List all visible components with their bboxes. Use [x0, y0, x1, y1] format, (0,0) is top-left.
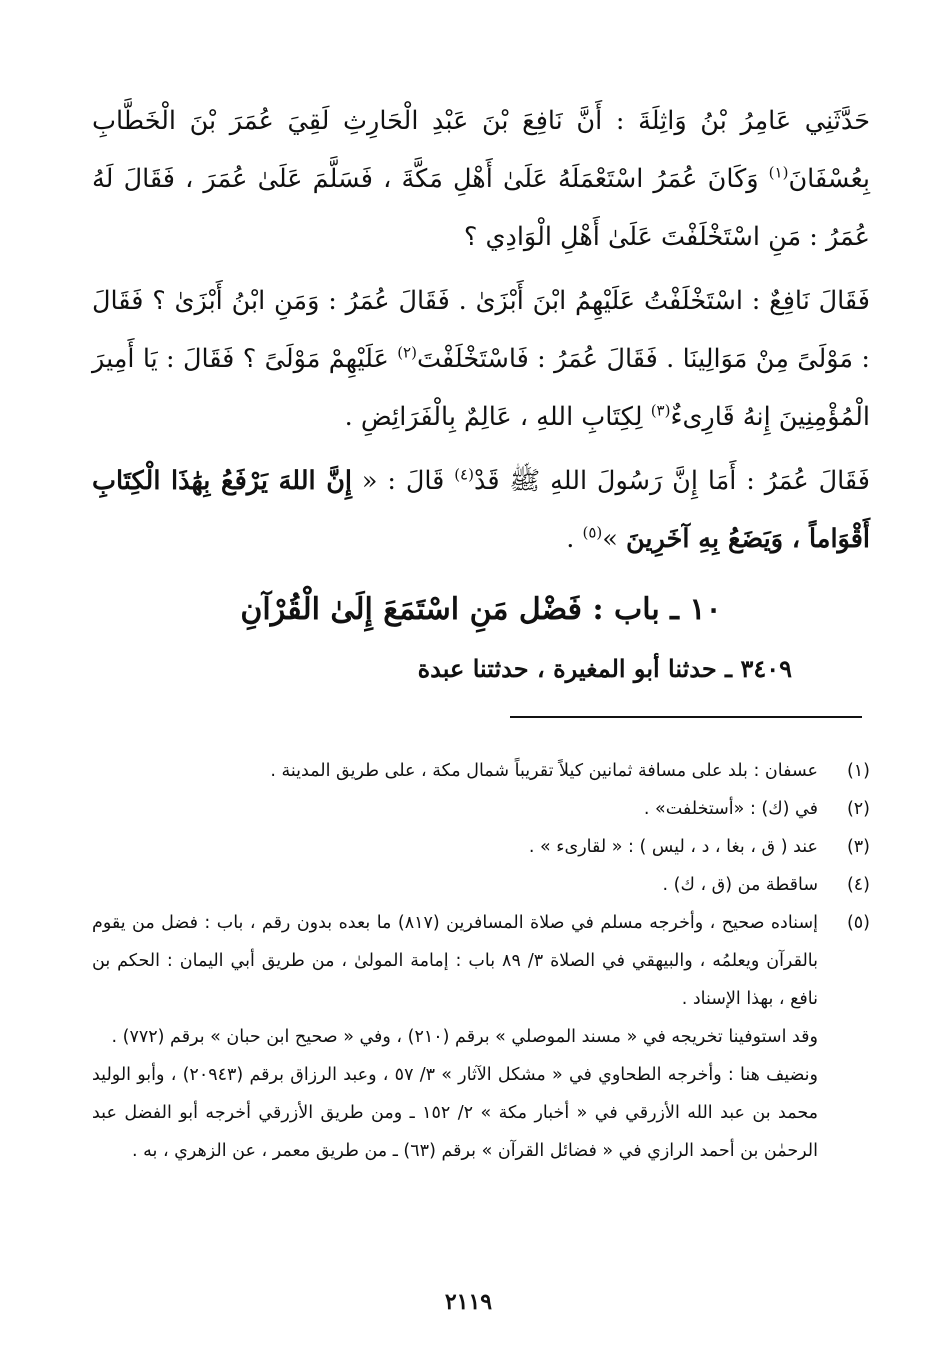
footnote-body — [92, 752, 818, 790]
footnote-text: ونضيف هنا : وأخرجه الطحاوي في « مشكل الآثار » ٣/ ٥٧ ، وعبد الرزاق برقم (٢٠٩٤٣) ، وأبو الوليد محمد بن عبد الله الأزرقي في « أخبار مكة » ٢/ ١٥٢ ـ ومن طريق الأزرقي أخرجه أبو الفضل عبد الرحمٰن بن أحمد الرازي في « فضائل القرآن » برقم (٦٣) ـ من طريق معمر ، عن الزهري ، به . — [92, 1065, 818, 1161]
footnote-number: (٥) — [846, 913, 870, 933]
footnote-reference: (٥) — [582, 523, 603, 542]
footnotes — [92, 752, 870, 1170]
footnote — [92, 828, 870, 866]
footnote-body — [92, 904, 818, 1170]
footnote-reference: (٣) — [650, 401, 671, 420]
footnote-number: (٢) — [846, 799, 870, 819]
footnote-number: (١) — [846, 761, 870, 781]
footnote-body — [92, 790, 818, 828]
text-segment: قَالَ : « — [352, 466, 455, 496]
footnote-body — [92, 866, 818, 904]
footnote-text: عند ( ق ، بغا ، د ، ليس ) : « لقارىء » . — [528, 837, 818, 857]
chapter-title: ١٠ ـ باب : فَضْل مَنِ اسْتَمَعَ إِلَىٰ الْقُرْآنِ — [240, 592, 722, 627]
hadith-opening: ٣٤٠٩ ـ حدثنا أبو المغيرة ، حدثتنا عبدة — [417, 654, 792, 683]
footnote-text: إسناده صحيح ، وأخرجه مسلم في صلاة المسافرين (٨١٧) ما بعده بدون رقم ، باب : فضل من يقوم بالقرآن ويعلمُه ، والبيهقي في الصلاة ٣/ ٨٩ باب : إمامة المولىٰ ، من طريق أبي اليمان : الحكم بن نافع ، بهذا الإسناد . — [92, 913, 818, 1009]
text-segment: فَقَالَ عُمَرُ : أَمَا إِنَّ رَسُولَ اللهِ ﷺ قَدْ — [473, 466, 870, 496]
footnote — [92, 866, 870, 904]
footnote-text: ساقطة من (ق ، ك) . — [662, 875, 818, 895]
hadith-quote: إِنَّ اللهَ يَرْفَعُ بِهَٰذَا الْكِتَابِ أَقْوَاماً ، وَيَضَعُ بِهِ آخَرِينَ — [92, 466, 870, 554]
text-segment: حَدَّثَنِي عَامِرُ بْنُ وَاثِلَةَ : أَنَّ نَافِعَ بْنَ عَبْدِ الْحَارِثِ لَقِيَ عُمَرَ بْنَ الْخَطَّابِ بِعُسْفَانَ — [92, 106, 870, 194]
footnote — [92, 752, 870, 790]
footnote-reference: (٤) — [454, 465, 474, 484]
text-segment: فَقَالَ نَافِعٌ : اسْتَخْلَفْتُ عَلَيْهِمُ ابْنَ أَبْزَىٰ . فَقَالَ عُمَرُ : وَمَنِ ابْنُ أَبْزَىٰ ؟ فَقَالَ : مَوْلَىً مِنْ مَوَالِينَا . فَقَالَ عُمَرُ : فَاسْتَخْلَفْتَ — [92, 286, 870, 374]
footnote — [92, 904, 870, 1170]
footnote-text: عسفان : بلد على مسافة ثمانين كيلاً تقريباً شمال مكة ، على طريق المدينة . — [270, 761, 818, 781]
footnote-number: (٣) — [846, 837, 870, 857]
paragraph — [92, 272, 870, 446]
text-segment: وَكَانَ عُمَرُ اسْتَعْمَلَهُ عَلَىٰ أَهْلِ مَكَّةَ ، فَسَلَّمَ عَلَىٰ عُمَرَ ، فَقَالَ لَهُ عُمَرُ : مَنِ اسْتَخْلَفْتَ عَلَىٰ أَهْلِ الْوَادِي ؟ — [92, 164, 870, 252]
main-text — [92, 92, 870, 568]
footnote-reference: (٢) — [397, 343, 417, 362]
text-segment: عَلَيْهِمْ مَوْلَىً ؟ فَقَالَ : يَا أَمِيرَ الْمُؤْمِنِينَ إِنهُ قَارِىءٌ — [92, 344, 870, 432]
footnote-number: (٤) — [846, 875, 870, 895]
footnote-separator — [510, 716, 862, 718]
footnote-text: في (ك) : «أستخلفت» . — [643, 799, 818, 819]
footnote-body — [92, 828, 818, 866]
footnote-reference: (١) — [768, 163, 789, 182]
text-segment: لِكِتَابِ اللهِ ، عَالِمٌ بِالْفَرَائِضِ . — [344, 402, 651, 432]
page-number: ٢١١٩ — [444, 1289, 493, 1315]
footnote-text: وقد استوفينا تخريجه في « مسند الموصلي » برقم (٢١٠) ، وفي « صحيح ابن حبان » برقم (٧٧٢) . — [111, 1027, 818, 1047]
footnote — [92, 790, 870, 828]
text-segment: . — [566, 524, 583, 554]
text-segment: » — [602, 524, 626, 554]
paragraph — [92, 452, 870, 568]
paragraph — [92, 92, 870, 266]
